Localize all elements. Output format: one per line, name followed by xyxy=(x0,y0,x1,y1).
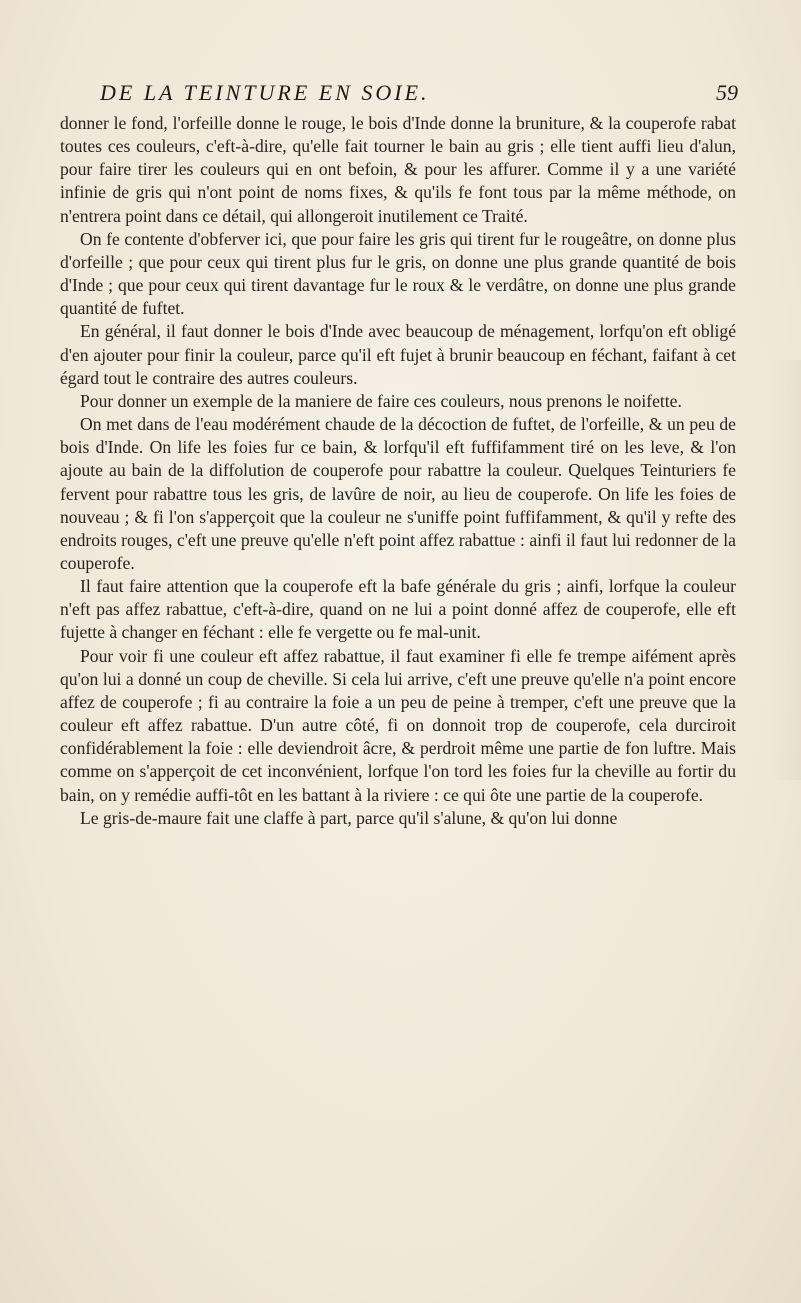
page-number: 59 xyxy=(716,80,738,105)
paragraph: Pour voir fi une couleur eft affez rabattue, il faut examiner fi elle fe trempe aifément après qu'on lui a donné un coup de cheville. Si cela lui arrive, c'eft une preuve qu'elle n'a point encore affez de couperofe ; fi au contraire la foie a un peu de peine à tremper, c'eft une preuve que la couleur eft affez rabattue. D'un autre côté, fi on donnoit trop de couperofe, cela durciroit confidérablement la foie : elle deviendroit âcre, & perdroit même une partie de fon luftre. Mais comme on s'apperçoit de cet inconvénient, lorfque l'on tord les foies fur la cheville au fortir du bain, on y remédie auffi-tôt en les battant à la riviere : ce qui ôte une partie de la couperofe. xyxy=(60,645,736,805)
paragraph: On fe contente d'obferver ici, que pour faire les gris qui tirent fur le rougeâtre, on donne plus d'orfeille ; que pour ceux qui tirent plus fur le gris, on donne une plus grande quantité de bois d'Inde ; que pour ceux qui tirent davantage fur le roux & le verdâtre, on donne une plus grande quantité de fuftet. xyxy=(60,228,736,319)
page-header xyxy=(100,80,738,106)
paragraph: Il faut faire attention que la couperofe eft la bafe générale du gris ; ainfi, lorfque la couleur n'eft pas affez rabattue, c'eft-à-dire, quand on ne lui a point donné affez de couperofe, elle eft fujette à changer en féchant : elle fe vergette ou fe mal-unit. xyxy=(60,576,736,643)
running-title: DE LA TEINTURE EN SOIE. xyxy=(100,80,430,105)
paragraph: Pour donner un exemple de la maniere de faire ces couleurs, nous prenons le noifette. xyxy=(80,390,682,411)
paragraph-continuation: donner le fond, l'orfeille donne le rouge, le bois d'Inde donne la bruniture, & la couperofe rabat toutes ces couleurs, c'eft-à-dire, qu'elle fait tourner le bain au gris ; elle tient auffi lieu d'alun, pour faire tirer les couleurs qui en ont befoin, & pour les affurer. Comme il y a une variété infinie de gris qui n'ont point de noms fixes, & qu'ils fe font tous par la même méthode, on n'entrera point dans ce détail, qui allongeroit inutilement ce Traité. xyxy=(60,113,736,226)
page-edge-shadow xyxy=(771,360,801,780)
paragraph: En général, il faut donner le bois d'Inde avec beaucoup de ménagement, lorfqu'on eft obligé d'en ajouter pour finir la couleur, parce qu'il eft fujet à brunir beaucoup en féchant, faifant à cet égard tout le contraire des autres couleurs. xyxy=(60,321,736,388)
paragraph: On met dans de l'eau modérément chaude de la décoction de fuftet, de l'orfeille, & un peu de bois d'Inde. On life les foies fur ce bain, & lorfqu'il eft fuffifamment tiré on les leve, & l'on ajoute au bain de la diffolution de couperofe pour rabattre la couleur. Quelques Teinturiers fe fervent pour rabattre tous les gris, de lavûre de noir, au lieu de couperofe. On life les foies de nouveau ; & fi l'on s'apperçoit que la couleur ne s'uniffe point fuffifamment, & qu'il y refte des endroits rouges, c'eft une preuve qu'elle n'eft point affez rabattue : ainfi il faut lui redonner de la couperofe. xyxy=(60,414,736,573)
body-text xyxy=(60,112,736,830)
paragraph: Le gris-de-maure fait une claffe à part, parce qu'il s'alune, & qu'on lui donne xyxy=(80,807,618,828)
